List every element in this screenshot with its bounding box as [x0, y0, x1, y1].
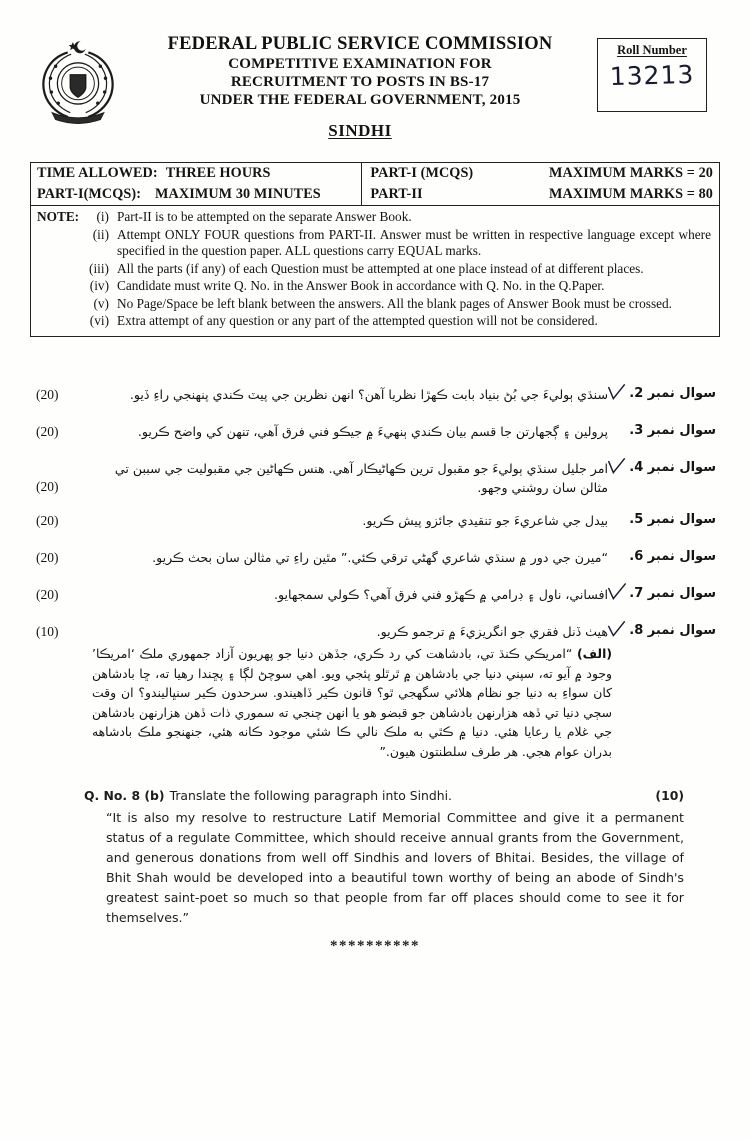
part1-time-value: MAXIMUM 30 MINUTES	[155, 186, 321, 202]
questions-list	[30, 385, 720, 761]
commission-title: FEDERAL PUBLIC SERVICE COMMISSION	[167, 34, 553, 54]
question-row	[30, 548, 720, 567]
note-item-text: No Page/Space be left blank between the answers. All the blank pages of Answer Book must be crossed.	[117, 295, 673, 311]
question-label-text: سوال نمبر 8.	[629, 623, 716, 638]
question-label	[612, 622, 720, 638]
question-label-text: سوال نمبر 2.	[629, 386, 716, 401]
question-row	[30, 585, 720, 604]
q8a-passage	[92, 644, 612, 761]
question-text: پرولين ۽ ڳجهارتن جا قسم بيان ڪندي ٻنهيءَ ۾ جيڪو فني فرق آهي، تنهن کي واضح ڪريو.	[137, 424, 608, 439]
header-title-block	[140, 34, 580, 141]
note-item	[37, 261, 711, 278]
question-row	[30, 385, 720, 404]
note-item-number: (iii)	[89, 260, 109, 276]
note-item-text: All the parts (if any) of each Question must be attempted at one place instead of at different places.	[117, 260, 644, 276]
note-item-text: Candidate must write Q. No. in the Answer Book in accordance with Q. No. in the Q.Paper.	[117, 278, 605, 293]
question-label-text: سوال نمبر 7.	[629, 586, 716, 601]
question-label	[612, 385, 720, 401]
note-heading-spacer	[37, 278, 83, 295]
question-marks: (20)	[36, 479, 59, 494]
note-item-number: (i)	[96, 209, 109, 224]
question-label	[612, 422, 720, 438]
roll-number-box	[597, 38, 707, 112]
question-row	[30, 511, 720, 530]
part1-time-label: PART-I(MCQS):	[37, 186, 142, 202]
q8b-heading-row	[84, 788, 684, 803]
note-item	[37, 296, 711, 313]
q8b-number: Q. No. 8 (b)	[84, 788, 165, 803]
time-allowed-value: THREE HOURS	[165, 165, 271, 181]
q8b-instruction: Translate the following paragraph into Sindhi.	[169, 788, 452, 803]
question-text: امر جليل سنڌي ٻوليءَ جو مقبول ترين ڪهاڻيڪار آهي. هنس ڪهاڻين جي مقبوليت جي سببن تي مثالن سان روشني وجهو.	[114, 461, 608, 495]
footer-asterisks: **********	[330, 938, 420, 954]
note-item-number: (ii)	[92, 226, 109, 242]
question-label	[612, 511, 720, 527]
question-label-text: سوال نمبر 3.	[629, 423, 716, 438]
question-label-text: سوال نمبر 6.	[629, 549, 716, 564]
note-box	[30, 205, 720, 337]
subject-title: SINDHI	[328, 121, 392, 140]
note-item-number: (v)	[93, 295, 109, 311]
question-text: بيدل جي شاعريءَ جو تنقيدي جائزو پيش ڪريو.	[362, 513, 608, 528]
exam-title-line-4: UNDER THE FEDERAL GOVERNMENT, 2015	[199, 92, 521, 108]
note-item-text: Part-II is to be attempted on the separate Answer Book.	[117, 209, 412, 224]
page-header	[30, 30, 720, 150]
note-heading-spacer	[37, 227, 83, 260]
question-marks: (20)	[36, 387, 59, 402]
exam-title-line-3: RECRUITMENT TO POSTS IN BS-17	[230, 74, 490, 90]
question-marks: (20)	[36, 587, 59, 602]
question-marks: (10)	[36, 624, 59, 639]
question-label	[612, 585, 720, 601]
question-label	[612, 459, 720, 475]
roll-number-value: 13213	[609, 59, 695, 92]
q8a-marker: (الف)	[577, 646, 612, 661]
part1-label: PART-I (MCQS)	[370, 165, 474, 181]
q8b-marks: (10)	[655, 788, 684, 803]
q8a-passage-text: “امريڪي ڪنڌ تي، بادشاهت کي رد ڪري، جڏهن دنيا جو پهريون آزاد جمهوري ملڪ ‘امريڪا’ وجود ۾ آيو ته، سپني دنيا جي بادشاهن ۾ ٿرٿلو پئجي ويو. اهي سوچڻ لڳا ۽ پڇندا رهيا ته، ڇا بادشاهن کان سواءِ به دنيا جو نظام هلائي سگهجي ٿو؟ قانون ڪير ڏاهيندو. سرحدون ڪير سنڀاليندو؟ ان وقت سڄي دنيا تي ڏهه هزارنهن بادشاهن جو قبضو هو يا انهن چنجي ته سموري ذات ڏهن هزارنهن بادشاهن جي غلام يا رعايا هئي. دنيا ۾ ڪٿي به ملڪ نالي ڪا شئي موجود ڪانه هئي، جنهنجو ملڪ بادشاهه بدران عوام هجي. هر طرف سلطنتون هيون.”	[92, 646, 612, 759]
note-item-text: Attempt ONLY FOUR questions from PART-II. Answer must be written in respective language except where specified in the question paper. ALL questions carry EQUAL marks.	[117, 226, 711, 258]
info-row-time	[31, 163, 719, 184]
question-label-text: سوال نمبر 5.	[629, 512, 716, 527]
roll-number-label: Roll Number	[617, 43, 687, 57]
note-heading-spacer	[37, 261, 83, 278]
question-8b-block	[84, 788, 684, 928]
part2-marks: MAXIMUM MARKS = 80	[549, 186, 713, 202]
question-marks: (20)	[36, 513, 59, 528]
note-item-text: Extra attempt of any question or any part of the attempted question will not be considered.	[117, 313, 598, 328]
note-item	[37, 278, 711, 295]
part2-label: PART-II	[370, 186, 423, 202]
question-text: افساني، ناول ۽ ڊرامي ۾ ڪهڙو فني فرق آهي؟ ڪولي سمجهايو.	[274, 587, 608, 602]
note-item-number: (iv)	[89, 278, 109, 293]
exam-info-table	[30, 162, 720, 206]
info-row-part1-time	[31, 184, 719, 205]
question-text: سنڌي ٻوليءَ جي بُڻ بنياد بابت ڪهڙا نظريا آهن؟ انهن نظرين جي پيٽ ڪندي پنهنجي راءِ ڏيو.	[129, 387, 608, 402]
question-row	[30, 459, 720, 497]
question-label-text: سوال نمبر 4.	[629, 460, 716, 475]
question-marks: (20)	[36, 424, 59, 439]
question-row	[30, 622, 720, 761]
note-item	[37, 209, 711, 226]
time-allowed-label: TIME ALLOWED:	[37, 165, 158, 181]
note-item-number: (vi)	[89, 313, 109, 328]
question-marks: (20)	[36, 550, 59, 565]
part1-marks: MAXIMUM MARKS = 20	[549, 165, 713, 181]
exam-title-line-2: COMPETITIVE EXAMINATION FOR	[228, 56, 492, 72]
q8b-paragraph: “It is also my resolve to restructure Latif Memorial Committee and give it a permanent status of a regulate Committee, which should receive annual grants from the Government, and generous donations from well off Sindhis and lovers of Bhitai. Besides, the village of Bhit Shah would be developed into a beautiful town worthy of being an abode of Sindh's greatest saint-poet so much so that people from far off places should come to see it for themselves.”	[106, 810, 684, 925]
fpsc-emblem-icon	[35, 34, 121, 126]
note-heading: NOTE:	[37, 209, 80, 224]
note-heading-spacer	[37, 296, 83, 313]
question-text: “ميرن جي دور ۾ سنڌي شاعري گهڻي ترقي ڪئي.” مٿين راءِ تي مثالن سان بحث ڪريو.	[152, 550, 608, 565]
note-heading-spacer	[37, 313, 83, 330]
question-label	[612, 548, 720, 564]
note-item	[37, 227, 711, 260]
note-item	[37, 313, 711, 330]
question-row	[30, 422, 720, 441]
question-text: هيٺ ڏنل فقري جو انگريزيءَ ۾ ترجمو ڪريو.	[376, 624, 608, 639]
